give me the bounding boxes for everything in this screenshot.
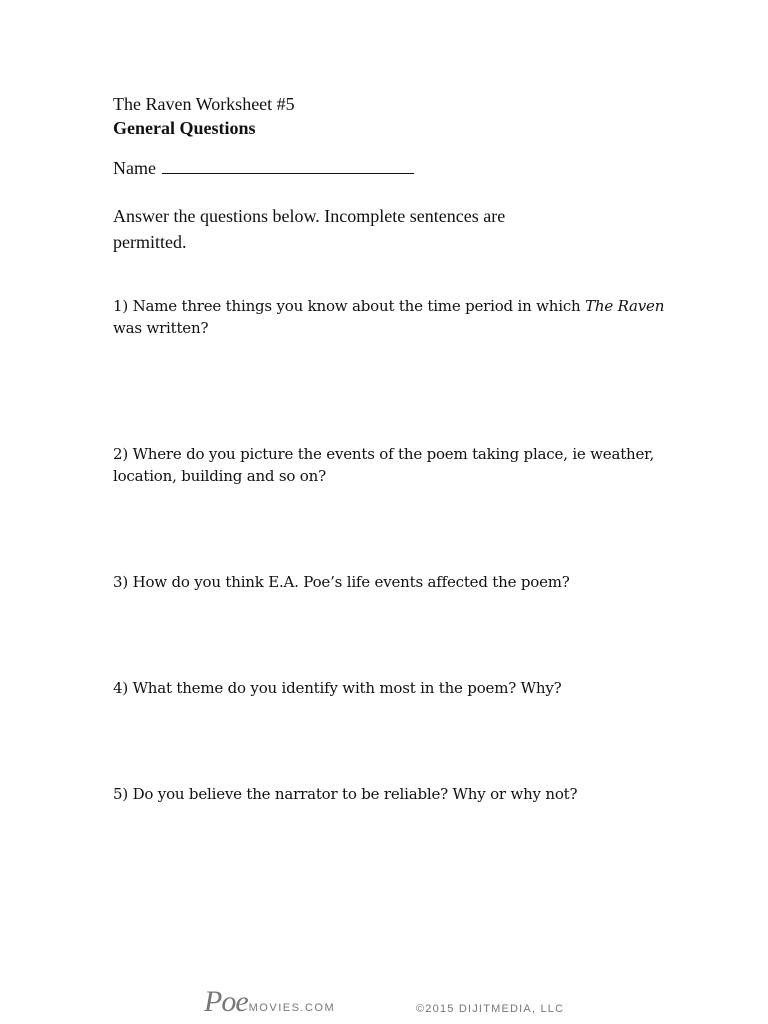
question-3: 3) How do you think E.A. Poe’s life events affected the poem? bbox=[113, 573, 570, 591]
question-1-poem-title: The Raven bbox=[585, 297, 665, 315]
name-field-row bbox=[113, 155, 414, 180]
logo-text: MOVIES.COM bbox=[248, 1002, 336, 1014]
poe-movies-logo bbox=[204, 985, 335, 1019]
question-5: 5) Do you believe the narrator to be reliable? Why or why not? bbox=[113, 785, 578, 803]
question-1-text-end: was written? bbox=[113, 319, 209, 337]
logo-script: Poe bbox=[204, 985, 248, 1018]
question-1-text-start: 1) Name three things you know about the time period in which bbox=[113, 297, 586, 315]
question-4: 4) What theme do you identify with most in the poem? Why? bbox=[113, 679, 562, 697]
worksheet-subtitle: General Questions bbox=[113, 118, 256, 138]
question-2: 2) Where do you picture the events of the poem taking place, ie weather, location, building and so on? bbox=[113, 445, 655, 485]
copyright-notice: ©2015 DIJITMEDIA, LLC bbox=[416, 1003, 565, 1015]
instructions: Answer the questions below. Incomplete sentences are permitted. bbox=[113, 206, 506, 252]
name-blank-line bbox=[162, 155, 414, 174]
worksheet-title: The Raven Worksheet #5 bbox=[113, 94, 295, 114]
question-1 bbox=[113, 295, 673, 339]
name-label: Name bbox=[113, 158, 156, 178]
